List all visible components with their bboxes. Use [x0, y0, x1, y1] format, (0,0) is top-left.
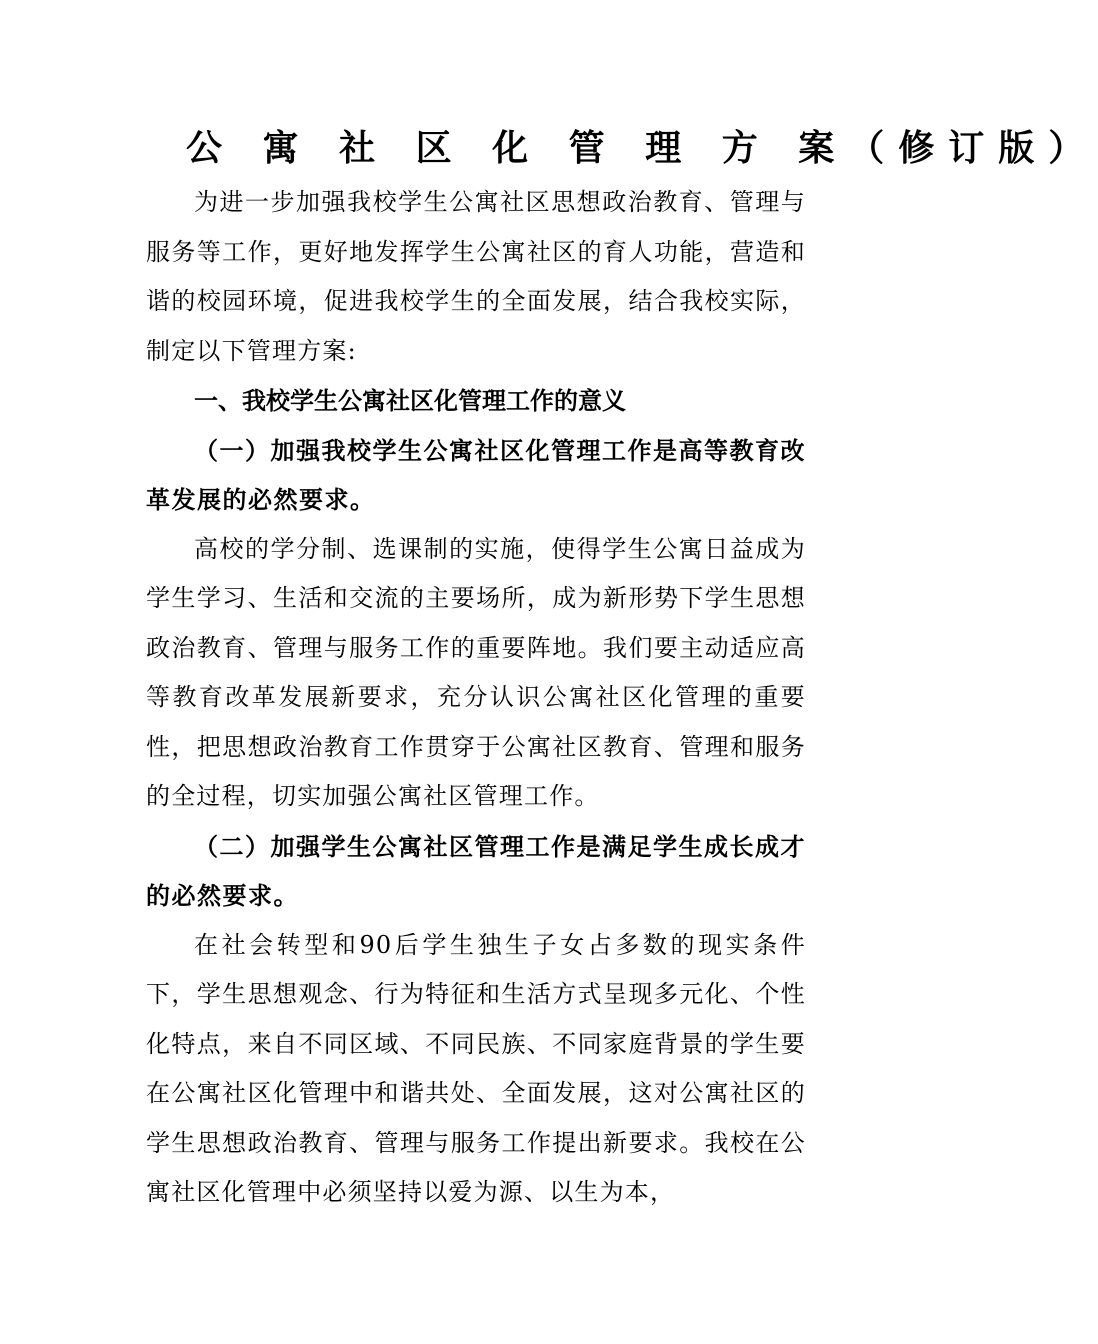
intro-paragraph: 为进一步加强我校学生公寓社区思想政治教育、管理与服务等工作，更好地发挥学生公寓社区的育人功能，营造和谐的校园环境，促进我校学生的全面发展，结合我校实际，制定以下管理方案: — [146, 188, 806, 365]
subsection-1-heading: （一）加强我校学生公寓社区化管理工作是高等教育改革发展的必然要求。 — [146, 435, 806, 514]
document-title: 公 寓 社 区 化 管 理 方 案（修订版） — [186, 127, 1098, 169]
subsection-2-body: 在社会转型和90后学生独生子女占多数的现实条件下，学生思想观念、行为特征和生活方式呈现多元化、个性化特点，来自不同区域、不同民族、不同家庭背景的学生要在公寓社区化管理中和谐共处、全面发展，这对公寓社区的学生思想政治教育、管理与服务工作提出新要求。我校在公寓社区化管理中必须坚持以爱为源、以生为本， — [146, 930, 806, 1206]
subsection-1-body: 高校的学分制、选课制的实施，使得学生公寓日益成为学生学习、生活和交流的主要场所，成为新形势下学生思想政治教育、管理与服务工作的重要阵地。我们要主动适应高等教育改革发展新要求，充分认识公寓社区化管理的重要性，把思想政治教育工作贯穿于公寓社区教育、管理和服务的全过程，切实加强公寓社区管理工作。 — [146, 534, 806, 810]
section-1-heading: 一、我校学生公寓社区化管理工作的意义 — [194, 386, 626, 415]
document-page — [146, 118, 1098, 1218]
subsection-2-heading: （二）加强学生公寓社区管理工作是满足学生成长成才的必然要求。 — [146, 831, 806, 910]
